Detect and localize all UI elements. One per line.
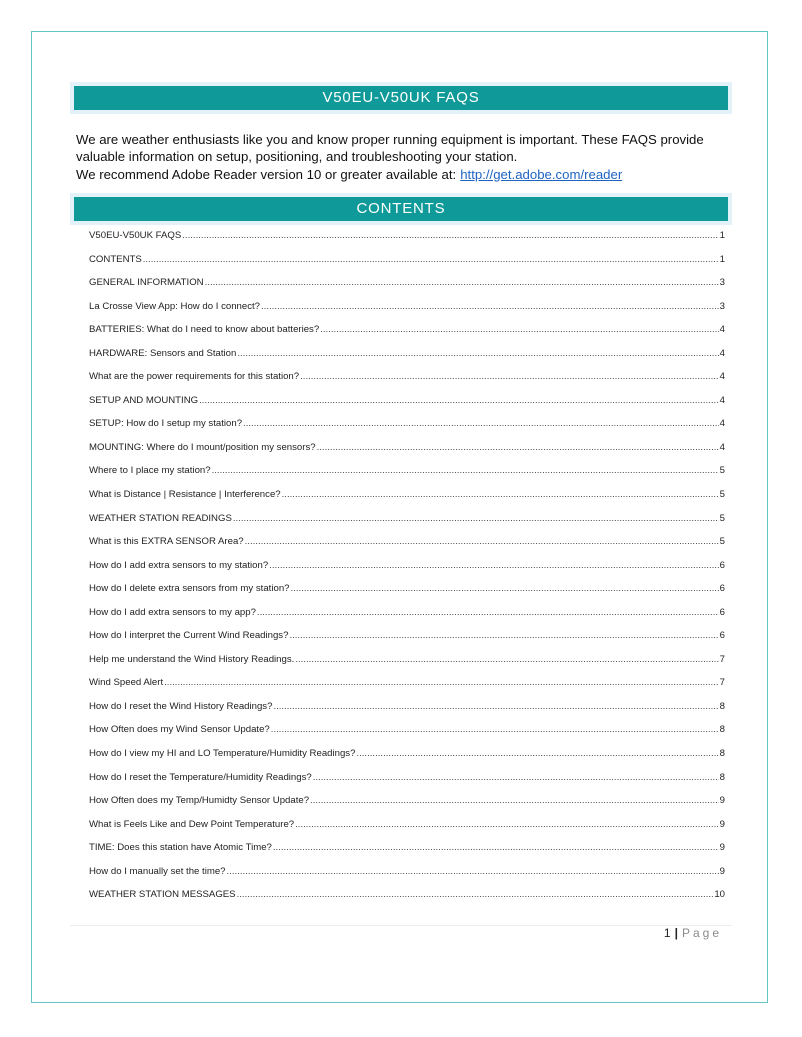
toc-dot-leader <box>237 889 714 900</box>
table-of-contents <box>89 230 725 913</box>
toc-entry[interactable] <box>89 866 725 890</box>
toc-dot-leader <box>313 772 719 783</box>
toc-entry-title: GENERAL INFORMATION <box>89 277 204 289</box>
toc-entry-title: HARDWARE: Sensors and Station <box>89 347 237 359</box>
toc-entry[interactable] <box>89 254 725 278</box>
toc-entry-title: How do I reset the Wind History Readings? <box>89 700 273 712</box>
toc-entry-page: 8 <box>719 748 725 760</box>
toc-entry-title: MOUNTING: Where do I mount/position my sensors? <box>89 441 316 453</box>
toc-entry-page: 6 <box>719 606 725 618</box>
toc-dot-leader <box>317 442 719 453</box>
toc-entry[interactable] <box>89 607 725 631</box>
toc-entry[interactable] <box>89 772 725 796</box>
toc-entry-page: 5 <box>719 489 725 501</box>
toc-entry[interactable] <box>89 677 725 701</box>
toc-entry-title: How do I view my HI and LO Temperature/Humidity Readings? <box>89 748 356 760</box>
toc-entry[interactable] <box>89 348 725 372</box>
toc-entry-page: 9 <box>719 842 725 854</box>
footer-page-number: 1 <box>663 926 672 940</box>
toc-entry-title: Help me understand the Wind History Readings. <box>89 653 295 665</box>
intro-line-2: valuable information on setup, positioning, and troubleshooting your station. <box>76 149 518 165</box>
toc-entry[interactable] <box>89 654 725 678</box>
footer-divider <box>70 925 732 926</box>
toc-dot-leader <box>143 254 719 265</box>
toc-entry-title: How do I manually set the time? <box>89 865 226 877</box>
toc-entry[interactable] <box>89 371 725 395</box>
toc-entry[interactable] <box>89 583 725 607</box>
toc-dot-leader <box>212 465 719 476</box>
toc-entry-title: Where to I place my station? <box>89 465 211 477</box>
toc-entry-page: 6 <box>719 630 725 642</box>
toc-entry[interactable] <box>89 560 725 584</box>
toc-entry-title: How do I add extra sensors to my app? <box>89 606 256 618</box>
toc-entry-page: 4 <box>719 347 725 359</box>
toc-entry-title: SETUP AND MOUNTING <box>89 394 199 406</box>
intro-line-3-text: We recommend Adobe Reader version 10 or greater available at: <box>76 166 457 182</box>
page-title: V50EU-V50UK FAQS <box>74 86 728 110</box>
toc-entry-page: 4 <box>719 441 725 453</box>
toc-dot-leader <box>310 795 719 806</box>
toc-entry-title: WEATHER STATION MESSAGES <box>89 889 236 901</box>
toc-entry[interactable] <box>89 513 725 537</box>
toc-dot-leader <box>269 560 718 571</box>
toc-entry[interactable] <box>89 230 725 254</box>
toc-entry-title: BATTERIES: What do I need to know about batteries? <box>89 324 320 336</box>
toc-entry-page: 9 <box>719 818 725 830</box>
toc-entry-page: 3 <box>719 277 725 289</box>
toc-dot-leader <box>237 348 718 359</box>
toc-entry-page: 4 <box>719 418 725 430</box>
toc-dot-leader <box>245 536 719 547</box>
page-footer <box>664 926 722 940</box>
footer-page-label: Page <box>681 926 722 940</box>
toc-dot-leader <box>227 866 719 877</box>
toc-entry[interactable] <box>89 301 725 325</box>
toc-entry[interactable] <box>89 324 725 348</box>
toc-entry-page: 3 <box>719 300 725 312</box>
toc-dot-leader <box>261 301 719 312</box>
toc-dot-leader <box>273 842 719 853</box>
intro-text <box>76 131 736 183</box>
toc-dot-leader <box>164 677 719 688</box>
toc-entry-title: V50EU-V50UK FAQS <box>89 230 182 241</box>
toc-entry-page: 5 <box>719 536 725 548</box>
toc-entry[interactable] <box>89 442 725 466</box>
toc-dot-leader <box>257 607 719 618</box>
toc-dot-leader <box>295 819 719 830</box>
toc-entry-title: How do I delete extra sensors from my station? <box>89 583 290 595</box>
toc-entry-page: 9 <box>719 865 725 877</box>
toc-entry-page: 1 <box>719 253 725 265</box>
toc-entry-title: What is Distance | Resistance | Interference? <box>89 489 281 501</box>
toc-entry-title: La Crosse View App: How do I connect? <box>89 300 261 312</box>
toc-entry-title: What is Feels Like and Dew Point Temperature? <box>89 818 295 830</box>
toc-dot-leader <box>320 324 718 335</box>
toc-entry-page: 4 <box>719 324 725 336</box>
toc-entry-title: How Often does my Temp/Humidty Sensor Update? <box>89 795 310 807</box>
toc-entry-title: What are the power requirements for this station? <box>89 371 300 383</box>
toc-entry[interactable] <box>89 489 725 513</box>
toc-entry-page: 10 <box>714 889 725 901</box>
toc-entry-page: 5 <box>719 465 725 477</box>
toc-entry-title: Wind Speed Alert <box>89 677 164 689</box>
toc-entry-page: 6 <box>719 559 725 571</box>
toc-dot-leader <box>289 630 718 641</box>
toc-dot-leader <box>282 489 719 500</box>
toc-entry-page: 6 <box>719 583 725 595</box>
toc-entry-page: 8 <box>719 700 725 712</box>
toc-entry[interactable] <box>89 819 725 843</box>
toc-entry-title: What is this EXTRA SENSOR Area? <box>89 536 244 548</box>
toc-dot-leader <box>243 418 719 429</box>
toc-dot-leader <box>199 395 719 406</box>
toc-entry[interactable] <box>89 889 725 913</box>
toc-dot-leader <box>205 277 719 288</box>
toc-entry[interactable] <box>89 536 725 560</box>
toc-entry[interactable] <box>89 748 725 772</box>
toc-dot-leader <box>182 230 718 241</box>
toc-entry-page: 7 <box>719 677 725 689</box>
toc-entry-title: How Often does my Wind Sensor Update? <box>89 724 270 736</box>
title-banner <box>70 82 732 114</box>
intro-line-1: We are weather enthusiasts like you and know proper running equipment is important. These FAQS provide <box>76 132 704 147</box>
toc-dot-leader <box>291 583 719 594</box>
toc-dot-leader <box>300 371 719 382</box>
toc-dot-leader <box>273 701 718 712</box>
toc-entry-title: TIME: Does this station have Atomic Time? <box>89 842 272 854</box>
toc-entry-title: CONTENTS <box>89 253 142 265</box>
toc-entry-page: 1 <box>719 230 725 241</box>
toc-entry[interactable] <box>89 418 725 442</box>
footer-separator: | <box>674 926 679 940</box>
contents-heading: CONTENTS <box>74 197 728 221</box>
toc-entry-title: How do I interpret the Current Wind Readings? <box>89 630 289 642</box>
toc-dot-leader <box>295 654 718 665</box>
adobe-reader-link[interactable]: http://get.adobe.com/reader <box>460 166 623 182</box>
toc-entry[interactable] <box>89 701 725 725</box>
toc-entry-page: 4 <box>719 394 725 406</box>
toc-dot-leader <box>356 748 718 759</box>
toc-entry[interactable] <box>89 724 725 748</box>
toc-entry[interactable] <box>89 277 725 301</box>
toc-entry-page: 7 <box>719 653 725 665</box>
toc-entry[interactable] <box>89 795 725 819</box>
contents-banner <box>70 193 732 225</box>
toc-dot-leader <box>233 513 719 524</box>
toc-entry-title: How do I reset the Temperature/Humidity Readings? <box>89 771 312 783</box>
toc-entry-title: WEATHER STATION READINGS <box>89 512 232 524</box>
intro-line-3 <box>76 166 736 183</box>
toc-entry[interactable] <box>89 395 725 419</box>
toc-entry-page: 9 <box>719 795 725 807</box>
toc-entry-title: How do I add extra sensors to my station? <box>89 559 269 571</box>
toc-entry[interactable] <box>89 465 725 489</box>
toc-entry[interactable] <box>89 842 725 866</box>
toc-entry-title: SETUP: How do I setup my station? <box>89 418 243 430</box>
toc-entry-page: 5 <box>719 512 725 524</box>
toc-entry-page: 4 <box>719 371 725 383</box>
toc-entry-page: 8 <box>719 724 725 736</box>
toc-dot-leader <box>271 724 719 735</box>
toc-entry[interactable] <box>89 630 725 654</box>
toc-entry-page: 8 <box>719 771 725 783</box>
